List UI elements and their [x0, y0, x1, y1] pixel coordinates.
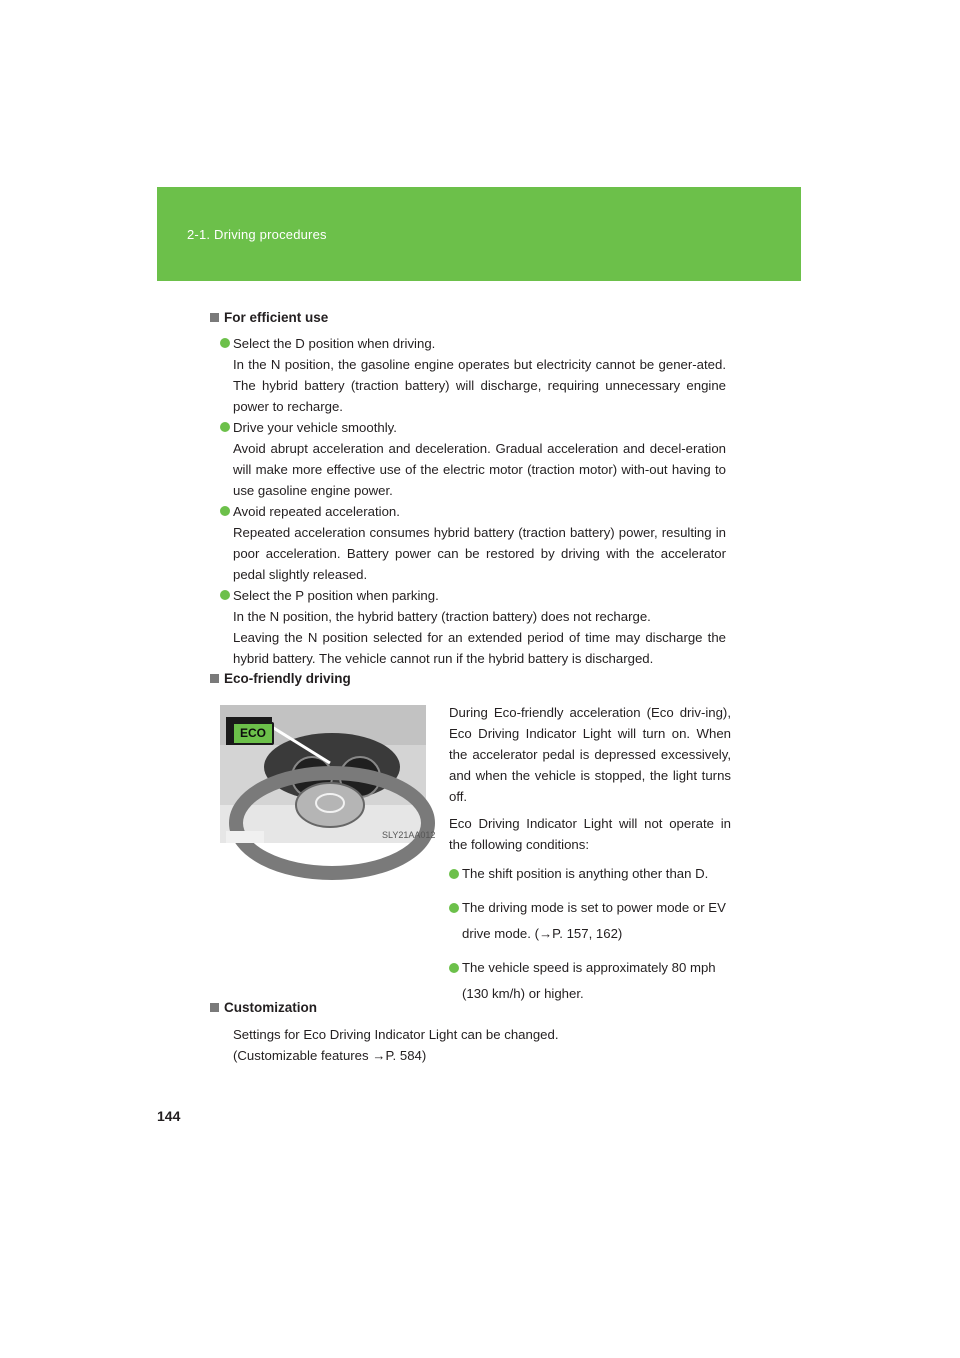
eco-indicator-figure [220, 705, 436, 843]
bullet-title: Select the D position when driving. [233, 336, 436, 351]
page-number: 144 [157, 1108, 181, 1124]
eco-condition-item: The vehicle speed is approximately 80 mph (130 km/h) or higher. [449, 955, 731, 1007]
header-band [157, 187, 801, 281]
green-dot-icon [220, 590, 230, 600]
green-dot-icon [220, 506, 230, 516]
bullet-body: In the N position, the hybrid battery (traction battery) does not recharge. [233, 609, 651, 624]
bullet-body: Repeated acceleration consumes hybrid battery (traction battery) power, resulting in poor acceleration. Battery power can be restored by driving with the accelerator pedal slightly released. [233, 525, 726, 582]
heading-customization: Customization [210, 1000, 317, 1015]
heading-efficient-use: For efficient use [210, 310, 328, 325]
bullet-body: Leaving the N position selected for an extended period of time may discharge the hybrid battery. The vehicle cannot run if the hybrid battery is discharged. [233, 630, 726, 666]
green-dot-icon [449, 869, 459, 879]
eco-condition-item: The shift position is anything other than D. [449, 861, 731, 887]
bullet-select-p [233, 585, 726, 669]
customization-text [233, 1024, 558, 1066]
heading-eco-friendly: Eco-friendly driving [210, 671, 351, 686]
bullet-drive-smoothly [233, 417, 726, 501]
green-dot-icon [220, 338, 230, 348]
bullet-title: Select the P position when parking. [233, 588, 439, 603]
eco-description [449, 702, 731, 1015]
green-dot-icon [449, 963, 459, 973]
figure-code: SLY21AA012 [382, 830, 436, 840]
green-dot-icon [220, 422, 230, 432]
customization-line-1: Settings for Eco Driving Indicator Light can be changed. [233, 1027, 559, 1042]
square-bullet-icon [210, 674, 219, 683]
eco-condition-item: The driving mode is set to power mode or EV drive mode. (→P. 157, 162) [449, 895, 731, 947]
bullet-avoid-repeated [233, 501, 726, 585]
square-bullet-icon [210, 313, 219, 322]
section-title: 2-1. Driving procedures [187, 227, 327, 242]
eco-paragraph-1: During Eco-friendly acceleration (Eco driv-ing), Eco Driving Indicator Light will turn on. When the accelerator pedal is depressed excessively, and when the vehicle is stopped, the light turns off. [449, 705, 731, 804]
eco-paragraph-2: Eco Driving Indicator Light will not operate in the following conditions: [449, 816, 731, 852]
bullet-title: Avoid repeated acceleration. [233, 504, 400, 519]
green-dot-icon [449, 903, 459, 913]
bullet-select-d [233, 333, 726, 417]
bullet-body: Avoid abrupt acceleration and deceleration. Gradual acceleration and decel-eration will make more effective use of the electric motor (traction motor) with-out having to use gasoline engine power. [233, 441, 726, 498]
square-bullet-icon [210, 1003, 219, 1012]
bullet-title: Drive your vehicle smoothly. [233, 420, 397, 435]
bullet-body: In the N position, the gasoline engine operates but electricity cannot be gener-ated. The hybrid battery (traction battery) will discharge, requiring unnecessary engine power to recharge. [233, 357, 726, 414]
customization-line-2: (Customizable features →P. 584) [233, 1048, 427, 1063]
eco-badge: ECO [232, 722, 274, 745]
